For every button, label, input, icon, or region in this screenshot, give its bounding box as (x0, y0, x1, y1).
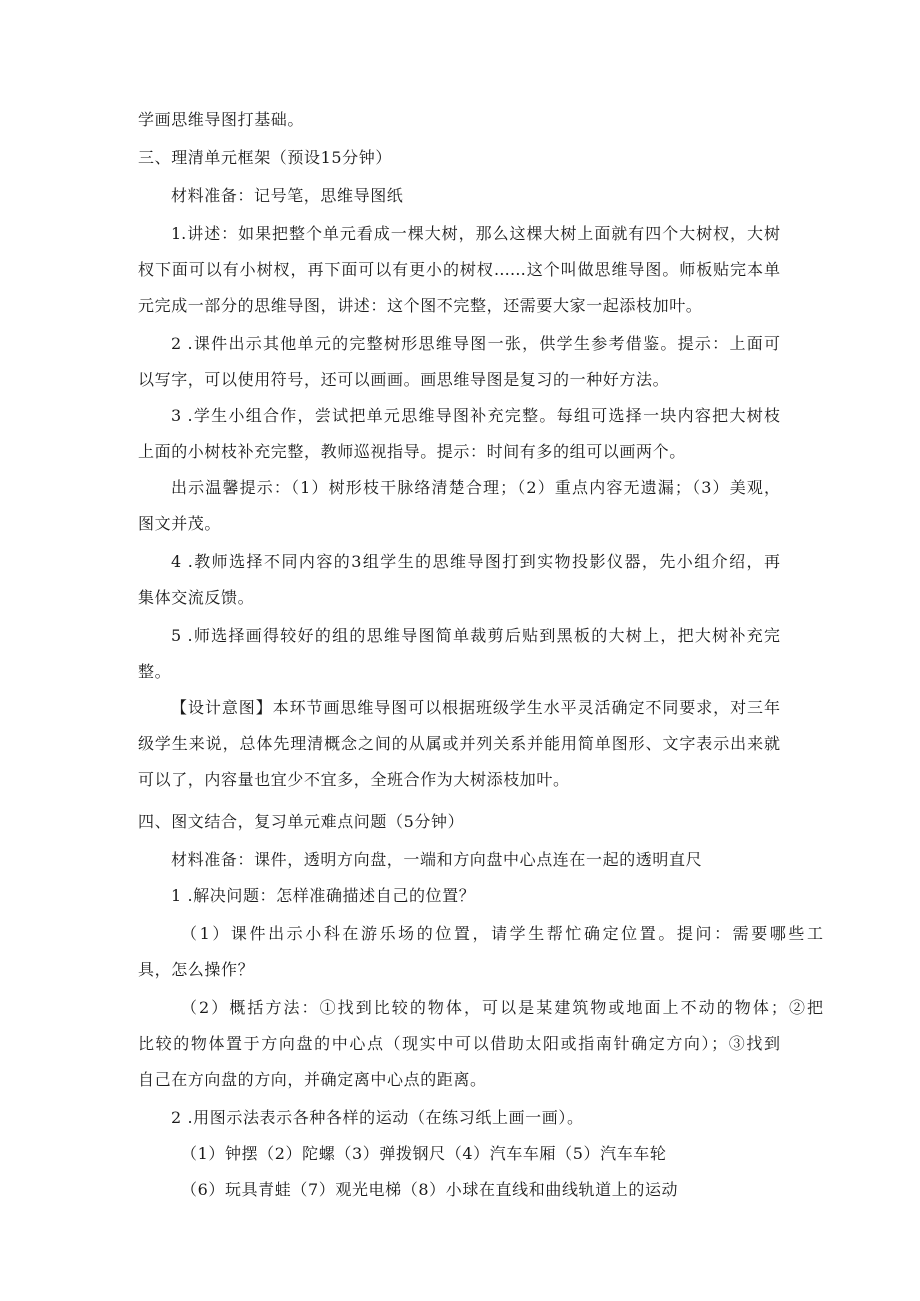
problem-1-sub-2-line-1: （2）概括方法：①找到比较的物体，可以是某建筑物或地面上不动的物体；②把 (181, 998, 823, 1017)
motion-list-1: （1）钟摆（2）陀螺（3）弹拨钢尺（4）汽车车厢（5）汽车车轮 (181, 1144, 667, 1163)
design-intent-line-3: 可以了，内容量也宜少不宜多，全班合作为大树添枝加叶。 (138, 770, 570, 789)
problem-1-sub-1-line-2: 具，怎么操作？ (138, 960, 255, 979)
tips-line-1: 出示温馨提示：（1）树形枝干脉络清楚合理；（2）重点内容无遗漏；（3）美观， (171, 478, 780, 497)
tips-line-2: 图文并茂。 (138, 514, 222, 533)
materials-line-2: 材料准备：课件，透明方向盘，一端和方向盘中心点连在一起的透明直尺 (171, 850, 703, 869)
motion-list-2: （6）玩具青蛙（7）观光电梯（8）小球在直线和曲线轨道上的运动 (181, 1180, 679, 1199)
paragraph-continuation: 学画思维导图打基础。 (138, 110, 305, 129)
step-1-line-3: 元完成一部分的思维导图，讲述：这个图不完整，还需要大家一起添枝加叶。 (138, 296, 703, 315)
section-heading-4: 四、图文结合，复习单元难点问题（5分钟） (138, 812, 465, 831)
problem-1-sub-1-line-1: （1）课件出示小科在游乐场的位置，请学生帮忙确定位置。提问：需要哪些工 (181, 924, 823, 943)
problem-1-heading: 1 .解决问题：怎样准确描述自己的位置？ (171, 886, 476, 905)
step-1-line-2: 杈下面可以有小树杈，再下面可以有更小的树杈……这个叫做思维导图。师板贴完本单 (138, 260, 780, 279)
step-5-line-1: 5 .师选择画得较好的组的思维导图简单裁剪后贴到黑板的大树上，把大树补充完 (171, 626, 780, 645)
problem-2-heading: 2 .用图示法表示各种各样的运动（在练习纸上画一画）。 (171, 1108, 584, 1127)
step-4-line-1: 4 .教师选择不同内容的3组学生的思维导图打到实物投影仪器，先小组介绍，再 (171, 552, 780, 571)
design-intent-line-1: 【设计意图】本环节画思维导图可以根据班级学生水平灵活确定不同要求，对三年 (171, 698, 780, 717)
step-2-line-2: 以写字，可以使用符号，还可以画画。画思维导图是复习的一种好方法。 (138, 370, 670, 389)
step-3-line-1: 3 .学生小组合作，尝试把单元思维导图补充完整。每组可选择一块内容把大树枝 (171, 406, 780, 425)
design-intent-line-2: 级学生来说，总体先理清概念之间的从属或并列关系并能用简单图形、文字表示出来就 (138, 734, 780, 753)
step-5-line-2: 整。 (138, 662, 172, 681)
problem-1-sub-2-line-3: 自己在方向盘的方向，并确定离中心点的距离。 (138, 1070, 487, 1089)
section-heading-3: 三、理清单元框架（预设15分钟） (138, 148, 392, 167)
problem-1-sub-2-line-2: 比较的物体置于方向盘的中心点（现实中可以借助太阳或指南针确定方向）；③找到 (138, 1034, 780, 1053)
step-2-line-1: 2 .课件出示其他单元的完整树形思维导图一张，供学生参考借鉴。提示：上面可 (171, 334, 780, 353)
materials-line: 材料准备：记号笔，思维导图纸 (171, 186, 404, 205)
step-1-line-1: 1.讲述：如果把整个单元看成一棵大树，那么这棵大树上面就有四个大树杈，大树 (171, 224, 780, 243)
step-4-line-2: 集体交流反馈。 (138, 588, 255, 607)
step-3-line-2: 上面的小树枝补充完整，教师巡视指导。提示：时间有多的组可以画两个。 (138, 442, 686, 461)
